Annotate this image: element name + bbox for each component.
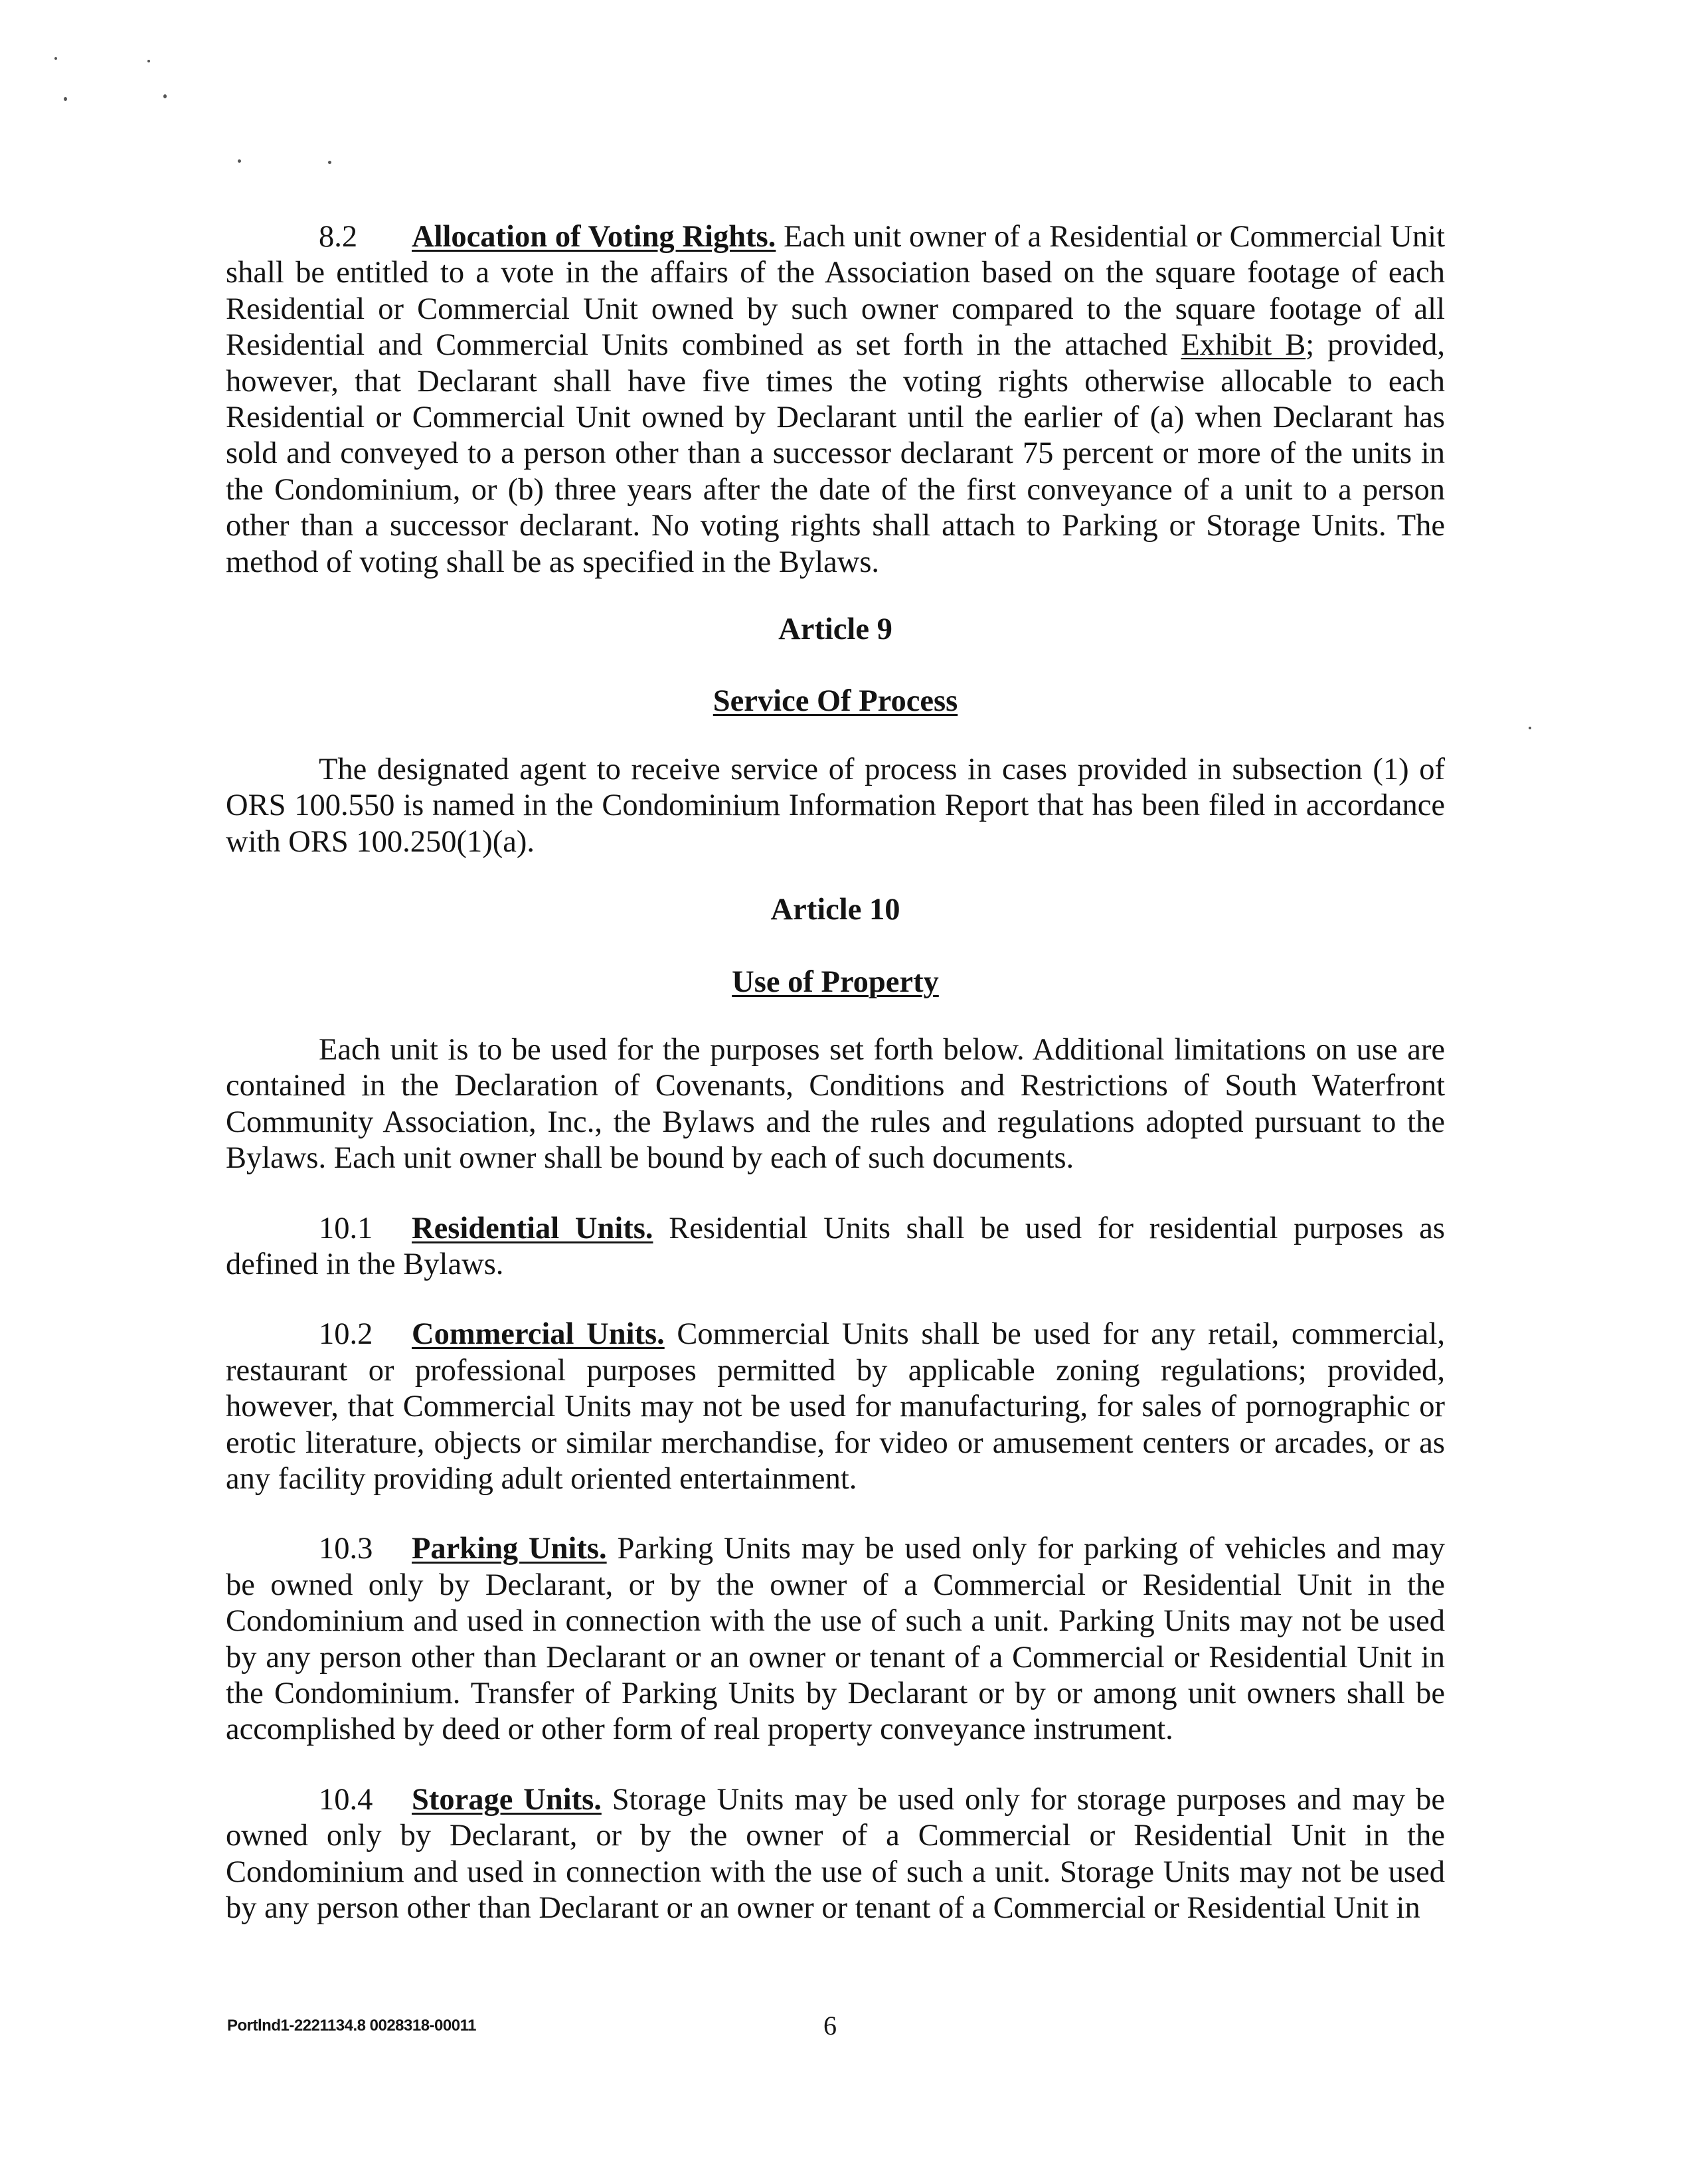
scan-speck — [54, 57, 57, 60]
section-title: Allocation of Voting Rights. — [412, 220, 776, 254]
section-10-3 — [226, 1531, 1445, 1748]
section-text: Each unit owner of a Residential or Commercial Unit shall be entitled to a vote in the affairs of the Association based on the square footage of each Residential or Commercial Unit owned by such owner compared to the square footage of all Residential and Commercial Units combined as set forth in the attached — [226, 220, 1445, 363]
section-number: 10.4 — [319, 1782, 373, 1817]
article-10-title: Use of Property — [732, 964, 939, 999]
article-10-label: Article 10 — [770, 893, 900, 927]
article-9-title: Service Of Process — [713, 684, 958, 719]
scan-speck — [147, 60, 150, 62]
section-title: Commercial Units. — [412, 1317, 665, 1352]
section-number: 10.1 — [319, 1211, 373, 1245]
article-9-label: Article 9 — [778, 612, 892, 647]
section-10-4 — [226, 1782, 1445, 1927]
document-id: Portlnd1-2221134.8 0028318-00011 — [227, 2017, 476, 2035]
section-title: Storage Units. — [412, 1782, 602, 1817]
article-10-body: Each unit is to be used for the purposes set forth below. Additional limitations on use are contained in the Declaration of Covenants, Conditions and Restrictions of South Waterfront Community Association, Inc., the Bylaws and the rules and regulations adopted pursuant to the Bylaws. Each unit owner shall be bound by each of such documents. — [226, 1032, 1445, 1176]
scan-speck — [1529, 727, 1531, 729]
section-10-1 — [226, 1211, 1445, 1283]
section-number: 10.2 — [319, 1317, 373, 1352]
section-text: Residential Units shall be used for residential purposes as defined in the Bylaws. — [226, 1211, 1445, 1281]
page-number: 6 — [823, 2011, 837, 2041]
section-number: 10.3 — [319, 1532, 373, 1566]
article-9-body: The designated agent to receive service of process in cases provided in subsection (1) of ORS 100.550 is named in the Condominium Information Report that has been filed in accordance with ORS 100.250(1)(a). — [226, 752, 1445, 859]
section-title: Residential Units. — [412, 1211, 653, 1245]
scan-speck — [163, 94, 167, 98]
section-10-2 — [226, 1317, 1445, 1497]
exhibit-reference: Exhibit B — [1181, 328, 1306, 363]
document-page — [226, 211, 1445, 1926]
section-text: Commercial Units shall be used for any retail, commercial, restaurant or professional purposes permitted by applicable zoning regulations; provided, however, that Commercial Units may not be used for manufacturing, for sales of pornographic or erotic literature, objects or similar merchandise, for video or amusement centers or arcades, or as any facility providing adult oriented entertainment. — [226, 1317, 1445, 1496]
section-8-2 — [226, 219, 1445, 581]
section-text: Storage Units may be used only for storage purposes and may be owned only by Declarant, or by the owner of a Commercial or Residential Unit in the Condominium and used in connection with the use of such a unit. Storage Units may not be used by any person other than Declarant or an owner or tenant of a Commercial or Residential Unit in — [226, 1782, 1445, 1926]
scan-speck — [238, 159, 241, 163]
section-text: ; provided, however, that Declarant shall have five times the voting rights otherwise allocable to each Residential or Commercial Unit owned by Declarant until the earlier of (a) when Declarant has sold and conveyed to a person other than a successor declarant 75 percent or more of the units in the Condominium, or (b) three years after the date of the first conveyance of a unit to a person other than a successor declarant. No voting rights shall attach to Parking or Storage Units. The method of voting shall be as specified in the Bylaws. — [226, 328, 1445, 579]
section-number: 8.2 — [319, 220, 358, 254]
scan-speck — [328, 161, 331, 164]
scan-speck — [64, 97, 67, 101]
section-title: Parking Units. — [412, 1532, 607, 1566]
section-text: Parking Units may be used only for parking of vehicles and may be owned only by Declarant, or by the owner of a Commercial or Residential Unit in the Condominium and used in connection with the use of such a unit. Parking Units may not be used by any person other than Declarant or an owner or tenant of a Commercial or Residential Unit in the Condominium. Transfer of Parking Units by Declarant or by or among unit owners shall be accomplished by deed or other form of real property conveyance instrument. — [226, 1532, 1445, 1747]
